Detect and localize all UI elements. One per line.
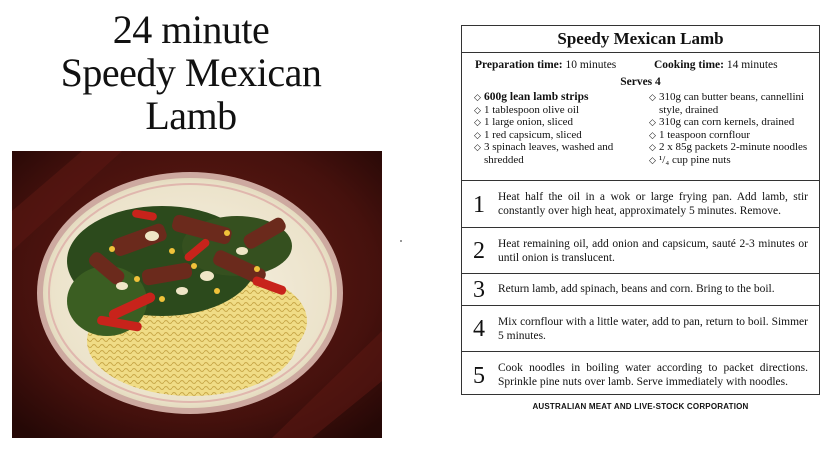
ingredient-item: ◇ 3 spinach leaves, washed and shredded — [474, 141, 614, 166]
diamond-bullet-icon: ◇ — [649, 142, 656, 152]
recipe-headline — [18, 8, 364, 137]
diamond-bullet-icon: ◇ — [649, 92, 656, 102]
ingredient-item: ◇ ¹/₄ cup pine nuts — [649, 153, 731, 166]
step-text: Return lamb, add spinach, beans and corn. Bring to the boil. — [498, 283, 775, 295]
serves: Serves 4 — [620, 76, 661, 88]
method-step-1 — [462, 180, 819, 227]
ingredient-list — [462, 89, 819, 189]
step-number: 2 — [473, 238, 485, 264]
method-step-5 — [462, 351, 819, 395]
step-text: Heat half the oil in a wok or large frying pan. Add lamb, stir constantly over high heat, approximately 5 minutes. Remove. — [498, 191, 808, 217]
prep-time-label: Preparation time: — [475, 59, 563, 71]
headline-line-1: 24 minute — [112, 7, 270, 52]
sponsor-footer: AUSTRALIAN MEAT AND LIVE-STOCK CORPORATION — [532, 402, 749, 411]
ingredient-column-left — [474, 91, 642, 166]
diamond-bullet-icon: ◇ — [474, 92, 481, 102]
ingredient-item: ◇ 600g lean lamb strips — [474, 91, 589, 103]
ingredient-item: ◇ 1 large onion, sliced — [474, 116, 573, 128]
method-step-2 — [462, 227, 819, 273]
stray-dot — [400, 240, 402, 242]
ingredient-item: ◇ 1 teaspoon cornflour — [649, 128, 751, 141]
diamond-bullet-icon: ◇ — [649, 117, 656, 127]
cook-time — [654, 59, 778, 71]
ingredient-column-right — [649, 91, 815, 166]
recipe-times — [462, 59, 819, 77]
diamond-bullet-icon: ◇ — [474, 104, 481, 115]
diamond-bullet-icon: ◇ — [649, 154, 656, 165]
diamond-bullet-icon: ◇ — [649, 129, 656, 140]
step-number: 3 — [473, 277, 485, 303]
diamond-bullet-icon: ◇ — [474, 142, 481, 152]
step-number: 4 — [473, 316, 485, 342]
step-text: Heat remaining oil, add onion and capsicum, sauté 2-3 minutes or until onion is translucent. — [498, 238, 808, 264]
recipe-title: Speedy Mexican Lamb — [462, 26, 819, 53]
ingredient-item: ◇ 310g can butter beans, cannellini style, drained — [649, 91, 805, 116]
prep-time — [475, 59, 616, 71]
step-text: Mix cornflour with a little water, add to pan, return to boil. Simmer 5 minutes. — [498, 316, 808, 342]
recipe-card — [461, 25, 820, 395]
ingredient-item: ◇ 310g can corn kernels, drained — [649, 116, 795, 128]
step-text: Cook noodles in boiling water according to packet directions. Sprinkle pine nuts over lamb. Serve immediately with noodles. — [498, 362, 808, 388]
headline-line-2: Speedy Mexican — [60, 50, 322, 95]
step-number: 1 — [473, 192, 485, 218]
step-number: 5 — [473, 363, 485, 389]
cook-time-label: Cooking time: — [654, 59, 724, 71]
method-step-4 — [462, 305, 819, 351]
recipe-photo — [12, 151, 382, 438]
cook-time-value: 14 minutes — [726, 59, 778, 71]
ingredient-item: ◇ 1 red capsicum, sliced — [474, 128, 582, 141]
ingredient-item: ◇ 1 tablespoon olive oil — [474, 103, 580, 116]
dish-illustration — [12, 151, 382, 438]
diamond-bullet-icon: ◇ — [474, 129, 481, 140]
ingredient-item: ◇ 2 x 85g packets 2-minute noodles — [649, 141, 808, 153]
prep-time-value: 10 minutes — [565, 59, 617, 71]
headline-line-3: Lamb — [145, 93, 237, 138]
diamond-bullet-icon: ◇ — [474, 117, 481, 127]
method-step-3 — [462, 273, 819, 305]
